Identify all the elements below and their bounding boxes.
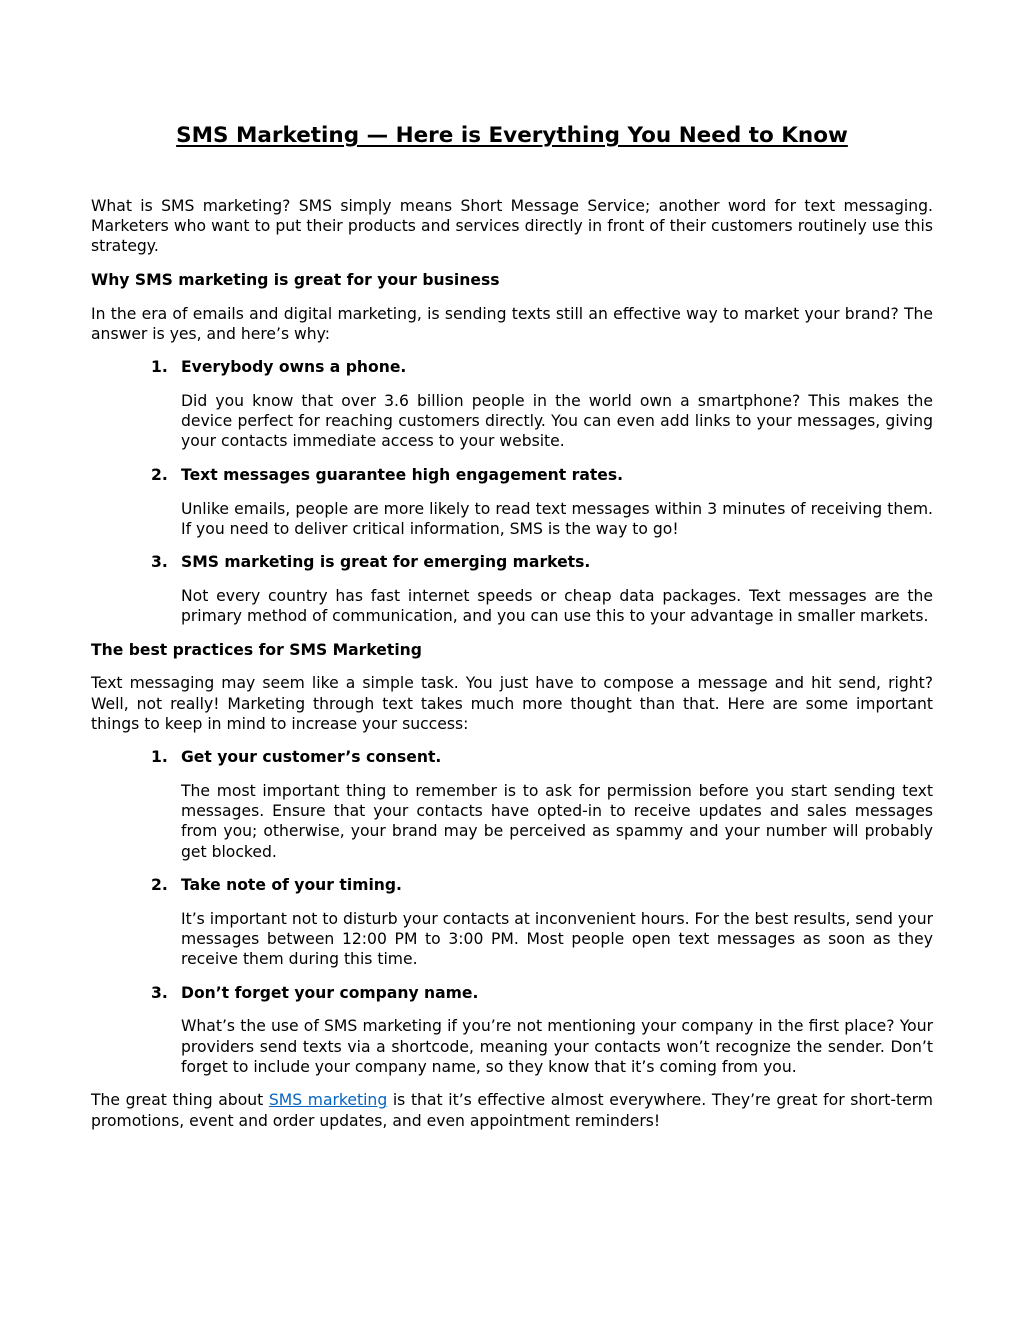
list-item-number: 1. xyxy=(151,358,168,377)
list-item-text: The most important thing to remember is to ask for permission before you start sending text messages. Ensure that your contacts have opted-in to receive updates and sales messages from you; otherwise, your brand may be perceived as spammy and your number will probably get blocked. xyxy=(181,781,933,861)
list-item-number: 1. xyxy=(151,748,168,767)
list-item-number: 2. xyxy=(151,465,168,484)
list-item-number: 3. xyxy=(151,553,168,572)
list-item-heading: Everybody owns a phone. xyxy=(181,358,407,377)
list-item-text: What’s the use of SMS marketing if you’re not mentioning your company in the first place? Your providers send texts via a shortcode, meaning your contacts won’t recognize the sender. Don’t forget to include your company name, so they know that it’s coming from you. xyxy=(181,1017,933,1076)
list-item-title xyxy=(151,357,933,377)
list-item-title xyxy=(151,747,933,767)
list-item-title xyxy=(151,552,933,572)
list-item-number: 2. xyxy=(151,876,168,895)
list-item-text: Unlike emails, people are more likely to read text messages within 3 minutes of receiving them. If you need to deliver critical information, SMS is the way to go! xyxy=(181,499,933,538)
list-item-heading: Don’t forget your company name. xyxy=(181,983,479,1002)
list-item xyxy=(151,465,933,539)
list-item-heading: Take note of your timing. xyxy=(181,876,402,895)
list-item xyxy=(151,357,933,451)
closing-text-before: The great thing about xyxy=(91,1091,269,1110)
list-item-heading: Get your customer’s consent. xyxy=(181,748,442,767)
list-item-text: Did you know that over 3.6 billion people in the world own a smartphone? This makes the device perfect for reaching customers directly. You can even add links to your messages, giving your contacts immediate access to your website. xyxy=(181,391,933,451)
list-item-text: Not every country has fast internet speeds or cheap data packages. Text messages are the primary method of communication, and you can use this to your advantage in smaller markets. xyxy=(181,586,933,626)
list-item xyxy=(151,875,933,969)
list-item-title xyxy=(151,465,933,485)
list-item-text: It’s important not to disturb your contacts at inconvenient hours. For the best results, send your messages between 12:00 PM to 3:00 PM. Most people open text messages as soon as they receive them during this time. xyxy=(181,909,933,969)
list-item-number: 3. xyxy=(151,983,168,1002)
section-heading-best-practices: The best practices for SMS Marketing xyxy=(91,640,422,659)
sms-marketing-link[interactable]: SMS marketing xyxy=(268,1091,388,1110)
page-title: SMS Marketing — Here is Everything You Need to Know xyxy=(176,123,848,148)
closing-text-after: is that it’s effective almost everywhere. They’re great for short-term promotions, event and order updates, and even appointment reminders! xyxy=(91,1091,933,1130)
section-heading-why: Why SMS marketing is great for your business xyxy=(91,271,500,289)
section-lead-best-practices: Text messaging may seem like a simple task. You just have to compose a message and hit send, right? Well, not really! Marketing through text takes much more thought than that. Here are some important things to keep in mind to increase your success: xyxy=(91,674,933,733)
list-item-title xyxy=(151,983,933,1003)
document-body xyxy=(91,196,933,1144)
list-item-heading: SMS marketing is great for emerging markets. xyxy=(181,553,591,572)
list-item xyxy=(151,552,933,626)
closing-paragraph xyxy=(91,1090,933,1130)
intro-paragraph: What is SMS marketing? SMS simply means Short Message Service; another word for text messaging. Marketers who want to put their products and services directly in front of their customers routinely use this strategy. xyxy=(91,197,933,256)
list-item-title xyxy=(151,875,933,895)
list-item xyxy=(151,747,933,861)
list-item-heading: Text messages guarantee high engagement rates. xyxy=(181,465,624,484)
section-lead-why: In the era of emails and digital marketing, is sending texts still an effective way to market your brand? The answer is yes, and here’s why: xyxy=(91,304,933,343)
list-item xyxy=(151,983,933,1077)
